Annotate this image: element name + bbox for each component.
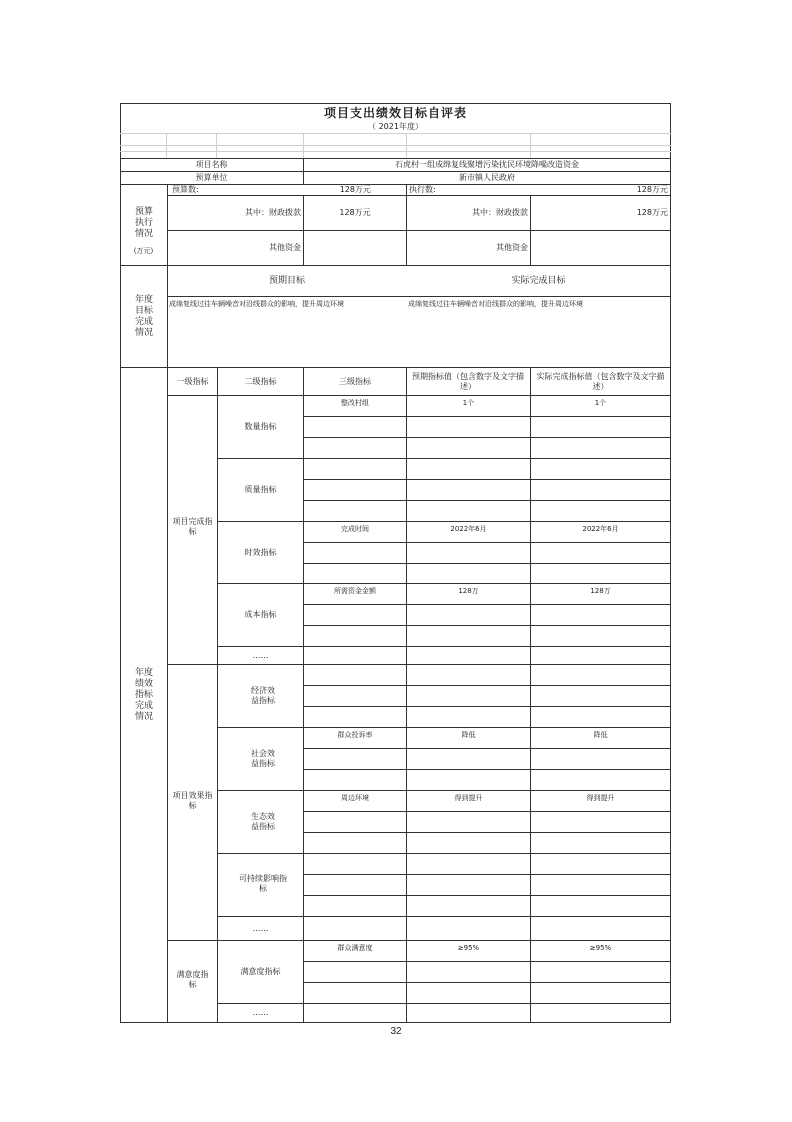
line-h bbox=[303, 542, 671, 543]
sub-satisfaction: 满意度指标 bbox=[240, 967, 281, 976]
group-effect: 项目效果指标 bbox=[172, 791, 213, 810]
fiscal-exec-label: 其中：财政拨款 bbox=[472, 208, 528, 217]
grid-line bbox=[166, 133, 167, 158]
grid-line bbox=[406, 133, 407, 158]
line-h bbox=[303, 769, 671, 770]
line-h bbox=[303, 416, 671, 417]
grid-line bbox=[216, 133, 217, 158]
line-h bbox=[303, 982, 671, 983]
sub-ellipsis-3: …… bbox=[252, 1008, 269, 1017]
fiscal-budget-label: 其中：财政拨款 bbox=[245, 208, 301, 217]
table-year: （ 2021年度） bbox=[368, 121, 423, 131]
border-top bbox=[120, 103, 671, 104]
row-2-actual: 2022年6月 bbox=[582, 525, 619, 533]
actual-goal-header: 实际完成目标 bbox=[511, 276, 566, 286]
sub-social: 社会效益指标 bbox=[251, 749, 275, 768]
line-h bbox=[303, 685, 671, 686]
row-4-expected: 降低 bbox=[461, 731, 476, 739]
row-3-name: 所需资金金额 bbox=[334, 587, 376, 595]
group-output: 项目完成指标 bbox=[172, 517, 213, 536]
header-level2: 二级指标 bbox=[244, 376, 277, 386]
grid-line bbox=[530, 133, 531, 158]
row-3-actual: 128万 bbox=[590, 587, 611, 595]
actual-goal-text: 成绵复线过往车辆噪音对沿线群众的影响，提升周边环境 bbox=[408, 300, 583, 308]
fiscal-budget-value: 128万元 bbox=[339, 208, 371, 217]
line-h bbox=[217, 853, 671, 854]
budget-unit-note: (万元) bbox=[133, 247, 154, 255]
sub-sustainable: 可持续影响指标 bbox=[239, 874, 287, 893]
exec-amount-label: 执行数: bbox=[409, 185, 436, 194]
line-h bbox=[303, 961, 671, 962]
row-6-name: 群众满意度 bbox=[337, 944, 373, 952]
grid-line bbox=[120, 145, 671, 146]
line-h bbox=[303, 563, 671, 564]
sub-economic: 经济效益指标 bbox=[251, 686, 275, 705]
grid-line bbox=[303, 133, 304, 158]
sub-ellipsis-1: …… bbox=[252, 650, 269, 660]
header-level3: 三级指标 bbox=[339, 376, 371, 386]
grid-line bbox=[120, 133, 671, 134]
border-left bbox=[120, 103, 121, 1023]
other-budget-label: 其他资金 bbox=[269, 243, 301, 252]
row-4-actual: 降低 bbox=[593, 731, 608, 739]
line-h bbox=[303, 895, 671, 896]
sub-ellipsis-2: …… bbox=[252, 923, 269, 933]
row-1-name: 整改村组 bbox=[341, 399, 369, 407]
budget-unit-value: 新市镇人民政府 bbox=[459, 173, 515, 182]
budget-unit-label: 预算单位 bbox=[195, 173, 228, 182]
line-h bbox=[303, 706, 671, 707]
grid-line bbox=[120, 151, 671, 152]
line-h bbox=[303, 811, 671, 812]
row-5-name: 周边环境 bbox=[341, 794, 369, 802]
line-h bbox=[303, 874, 671, 875]
budget-section-label: 预算执行情况 bbox=[134, 206, 153, 239]
sub-quality: 质量指标 bbox=[244, 485, 277, 494]
line-h bbox=[303, 748, 671, 749]
row-1-expected: 1个 bbox=[462, 399, 475, 407]
page-number: 32 bbox=[390, 1026, 402, 1037]
expected-goal-header: 预期目标 bbox=[268, 276, 305, 286]
row-5-expected: 得到提升 bbox=[454, 794, 483, 802]
line-h bbox=[303, 437, 671, 438]
other-exec-label: 其他资金 bbox=[496, 243, 528, 252]
group-satisfaction: 满意度指标 bbox=[176, 970, 209, 989]
row-2-expected: 2022年6月 bbox=[450, 525, 487, 533]
line-h bbox=[303, 500, 671, 501]
line-v bbox=[167, 184, 168, 1023]
expected-goal-text: 成绵复线过往车辆噪音对沿线群众的影响，提升周边环境 bbox=[169, 300, 344, 308]
evaluation-sheet bbox=[120, 103, 671, 1023]
border-bottom bbox=[120, 1022, 671, 1023]
line-h bbox=[303, 479, 671, 480]
fiscal-exec-value: 128万元 bbox=[636, 208, 668, 217]
budget-amount-value: 128万元 bbox=[339, 185, 371, 194]
line-v bbox=[530, 367, 531, 1023]
row-2-name: 完成时间 bbox=[341, 525, 369, 533]
table-title: 项目支出绩效目标自评表 bbox=[323, 106, 467, 120]
indicator-section-label: 年度绩效指标完成情况 bbox=[134, 667, 153, 722]
line-v bbox=[406, 367, 407, 1023]
line-h bbox=[303, 604, 671, 605]
sub-ecological: 生态效益指标 bbox=[251, 812, 275, 831]
project-name-label: 项目名称 bbox=[195, 160, 228, 169]
line-h bbox=[303, 625, 671, 626]
row-5-actual: 得到提升 bbox=[586, 794, 615, 802]
row-4-name: 群众投诉率 bbox=[337, 731, 373, 739]
header-actual: 实际完成指标值（包含数字及文字描述） bbox=[536, 371, 665, 391]
row-1-actual: 1个 bbox=[594, 399, 607, 407]
project-name-value: 石虎村一组成绵复线聚增污染扰民环境降噪改造资金 bbox=[395, 160, 579, 169]
sub-timeliness: 时效指标 bbox=[244, 547, 277, 557]
header-level1: 一级指标 bbox=[176, 376, 209, 386]
sub-quantity: 数量指标 bbox=[244, 422, 277, 431]
sub-cost: 成本指标 bbox=[244, 610, 277, 619]
header-expected: 预期指标值（包含数字及文字描述） bbox=[412, 371, 524, 391]
budget-amount-label: 预算数: bbox=[172, 185, 199, 194]
line-h bbox=[167, 664, 671, 665]
goals-section-label: 年度目标完成情况 bbox=[134, 294, 153, 338]
line-h bbox=[303, 832, 671, 833]
line-v bbox=[303, 367, 304, 1023]
row-6-expected: ≥95% bbox=[457, 944, 480, 952]
row-6-actual: ≥95% bbox=[589, 944, 612, 952]
row-3-expected: 128万 bbox=[458, 587, 479, 595]
exec-amount-value: 128万元 bbox=[636, 185, 668, 194]
